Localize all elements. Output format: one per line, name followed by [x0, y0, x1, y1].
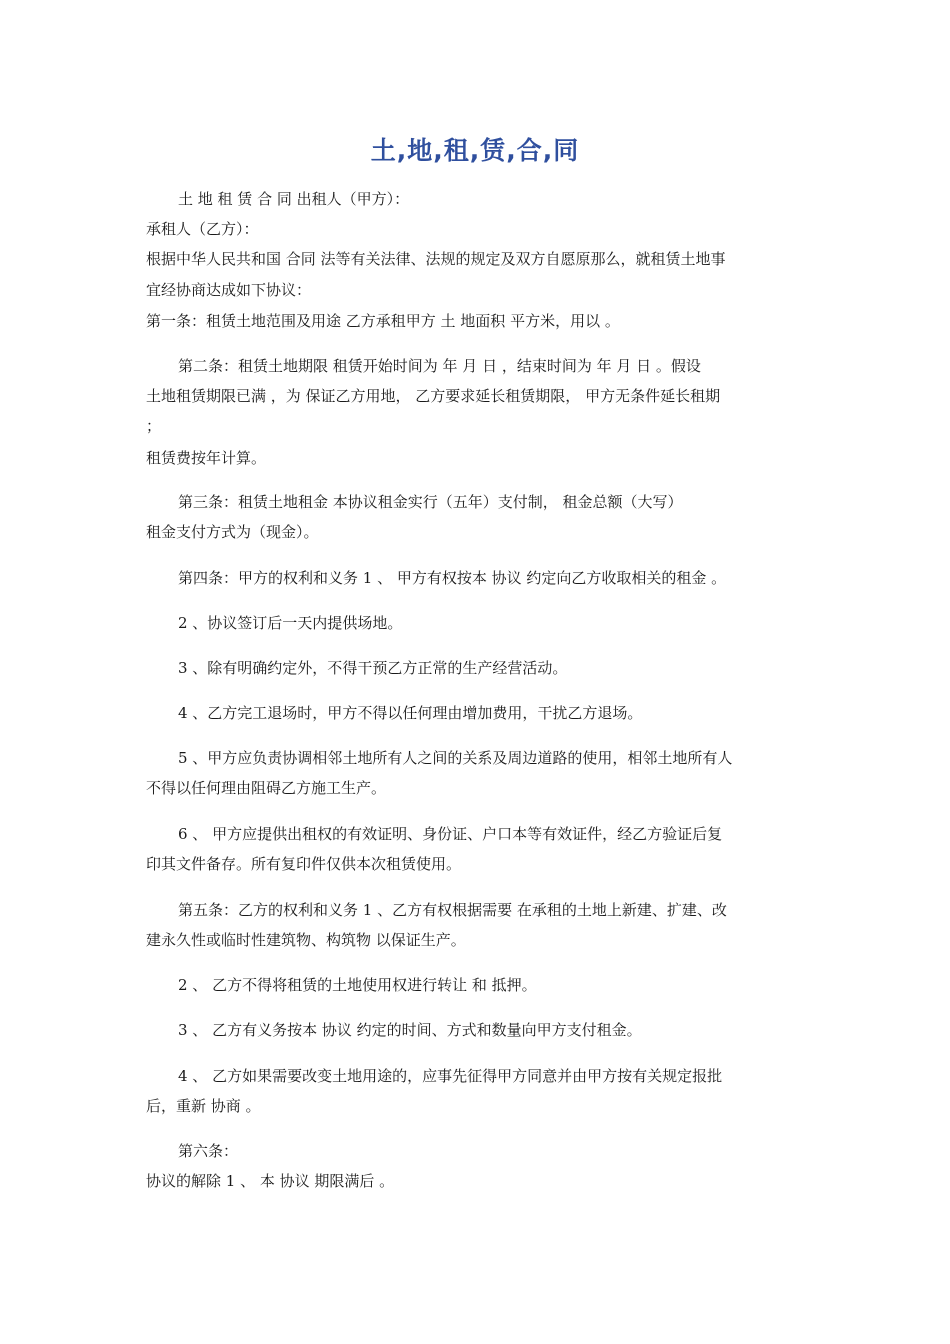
- text-line: 2 、 乙方不得将租赁的土地使用权进行转让 和 抵押。: [178, 976, 537, 994]
- text-line: 4 、乙方完工退场时，甲方不得以任何理由增加费用，干扰乙方退场。: [178, 704, 643, 722]
- text-line: 建永久性或临时性建筑物、构筑物 以保证生产。: [146, 931, 466, 949]
- text-line: 第六条：: [178, 1142, 239, 1160]
- text-line: 后，重新 协商 。: [146, 1097, 261, 1115]
- text-line: 第五条：乙方的权利和义务 1 、乙方有权根据需要 在承租的土地上新建、扩建、改: [178, 901, 727, 919]
- text-line: 协议的解除 1 、 本 协议 期限满后 。: [146, 1172, 395, 1190]
- text-line: 第三条：租赁土地租金 本协议租金实行（五年）支付制， 租金总额（大写）: [178, 493, 683, 511]
- text-line: 土地租赁期限已满 ，为 保证乙方用地， 乙方要求延长租赁期限， 甲方无条件延长租期: [146, 387, 721, 405]
- text-line: 第一条：租赁土地范围及用途 乙方承租甲方 土 地面积 平方米，用以 。: [146, 312, 620, 330]
- text-line: 不得以任何理由阻碍乙方施工生产。: [146, 779, 387, 797]
- text-line: 3 、 乙方有义务按本 协议 约定的时间、方式和数量向甲方支付租金。: [178, 1021, 642, 1039]
- text-line: 印其文件备存。所有复印件仅供本次租赁使用。: [146, 855, 462, 873]
- text-line: 2 、协议签订后一天内提供场地。: [178, 614, 403, 632]
- text-line: 第二条：租赁土地期限 租赁开始时间为 年 月 日 ，结束时间为 年 月 日 。假设: [178, 357, 701, 375]
- text-line: 3 、除有明确约定外，不得干预乙方正常的生产经营活动。: [178, 659, 568, 677]
- text-line: 承租人（乙方）：: [146, 220, 259, 238]
- text-line: 4 、 乙方如果需要改变土地用途的，应事先征得甲方同意并由甲方按有关规定报批: [178, 1067, 723, 1085]
- text-line: 6 、 甲方应提供出租权的有效证明、身份证、户口本等有效证件，经乙方验证后复: [178, 825, 723, 843]
- text-line: 宜经协商达成如下协议：: [146, 281, 312, 299]
- text-line: ；: [146, 417, 162, 435]
- text-line: 5 、甲方应负责协调相邻土地所有人之间的关系及周边道路的使用，相邻土地所有人: [178, 749, 733, 767]
- text-line: 租金支付方式为（现金）。: [146, 523, 319, 541]
- text-line: 根据中华人民共和国 合同 法等有关法律、法规的规定及双方自愿原那么，就租赁土地事: [146, 250, 726, 268]
- text-line: 土 地 租 赁 合 同 出租人（甲方）：: [178, 190, 410, 208]
- text-line: 租赁费按年计算。: [146, 449, 267, 467]
- text-line: 第四条：甲方的权利和义务 1 、 甲方有权按本 协议 约定向乙方收取相关的租金 。: [178, 569, 727, 587]
- page-title: 土,地,租,赁,合,同: [370, 136, 580, 165]
